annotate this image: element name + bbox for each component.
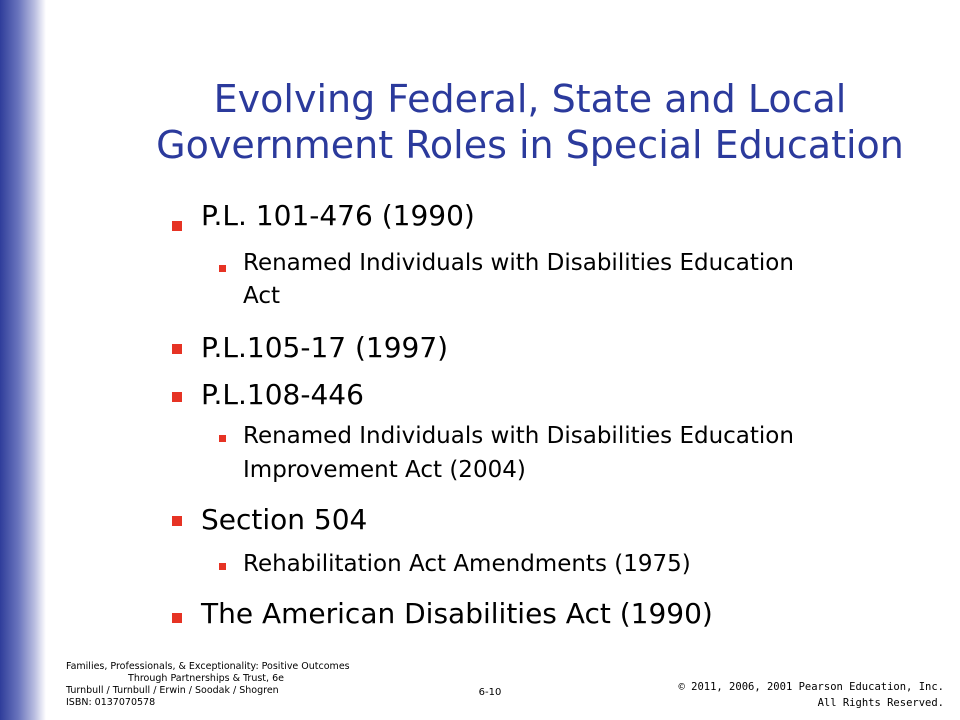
copyright-notice — [584, 679, 944, 711]
title-line-1: Evolving Federal, State and Local — [213, 77, 847, 121]
sub-bullet-item-line1: Rehabilitation Act Amendments (1975) — [243, 551, 691, 577]
bullet-marker — [172, 344, 182, 354]
book-citation-line2: Through Partnerships & Trust, 6e — [128, 673, 284, 684]
book-citation-line4: ISBN: 0137070578 — [66, 697, 156, 708]
bullet-item: Section 504 — [201, 503, 368, 536]
sub-bullet-marker — [219, 265, 226, 272]
bullet-marker — [172, 392, 182, 402]
copyright-line2: All Rights Reserved. — [817, 697, 944, 709]
book-citation — [66, 661, 376, 709]
title-line-2: Government Roles in Special Education — [156, 123, 904, 167]
sub-bullet-item-line2: Act — [243, 283, 280, 309]
sub-bullet-item-line1: Renamed Individuals with Disabilities Education — [243, 423, 794, 449]
page-number: 6-10 — [478, 687, 502, 698]
bullet-item: The American Disabilities Act (1990) — [201, 597, 713, 630]
bullet-marker — [172, 613, 182, 623]
bullet-item: P.L.108-446 — [201, 378, 364, 411]
sub-bullet-marker — [219, 563, 226, 570]
copyright-line1: © 2011, 2006, 2001 Pearson Education, Inc. — [678, 681, 944, 693]
sub-bullet-item-line2: Improvement Act (2004) — [243, 457, 526, 483]
sub-bullet-item-line1: Renamed Individuals with Disabilities Education — [243, 250, 794, 276]
bullet-marker — [172, 516, 182, 526]
book-citation-line1: Families, Professionals, & Exceptionality: Positive Outcomes — [66, 661, 350, 672]
book-citation-line3: Turnbull / Turnbull / Erwin / Soodak / Shogren — [66, 685, 279, 696]
bullet-item: P.L. 101-476 (1990) — [201, 199, 475, 232]
bullet-marker — [172, 221, 182, 231]
sub-bullet-marker — [219, 435, 226, 442]
bullet-item: P.L.105-17 (1997) — [201, 331, 449, 364]
